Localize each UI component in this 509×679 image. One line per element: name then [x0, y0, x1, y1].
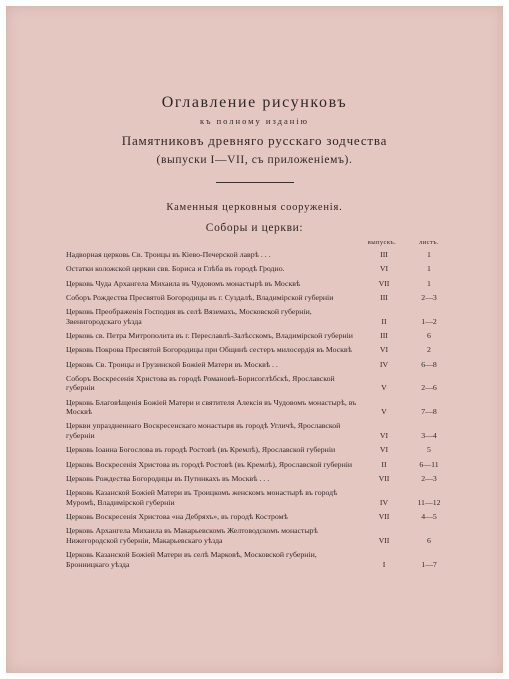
- book-page: [6, 6, 503, 673]
- toc-entry: [66, 345, 456, 355]
- entry-issue: I: [382, 559, 386, 569]
- toc-entry: [66, 293, 456, 303]
- toc-entry: [66, 445, 456, 455]
- page-subtitle: къ полному изданію: [199, 116, 310, 126]
- entry-issue: VI: [379, 430, 389, 440]
- toc-entry: [66, 331, 456, 341]
- entry-sheet: 1—2: [421, 316, 437, 326]
- entry-sheet: 3—4: [421, 430, 437, 440]
- entry-sheet: 4—5: [421, 511, 437, 521]
- entry-issue: VII: [378, 473, 390, 483]
- toc-entries: [66, 250, 456, 574]
- entry-sheet: 6: [427, 330, 431, 340]
- toc-entry: [66, 460, 456, 470]
- toc-entry: [66, 250, 456, 260]
- entry-text: Церкви упраздненнаго Воскресенскаго монастыря въ городѣ Угличѣ, Ярославской губерніи: [66, 421, 341, 440]
- entry-sheet: 2: [427, 345, 431, 355]
- toc-entry: [66, 360, 456, 370]
- entry-sheet: 1: [427, 264, 431, 274]
- entry-issue: II: [381, 316, 387, 326]
- entry-issue: VI: [379, 264, 389, 274]
- entry-text: Церковь Воскресенія Христова «на Дебряхъ», въ городѣ Костромѣ: [66, 511, 288, 521]
- page-title: Оглавление рисунковъ: [161, 94, 348, 111]
- toc-entry: [66, 307, 456, 326]
- entry-sheet: 2—3: [421, 292, 437, 302]
- entry-sheet: 1: [427, 250, 431, 259]
- entry-sheet: 1: [427, 278, 431, 288]
- toc-entry: [66, 264, 456, 274]
- toc-entry: [66, 279, 456, 289]
- entry-sheet: 6—8: [421, 359, 437, 369]
- entry-text: Соборъ Воскресенія Христова въ городѣ Романовѣ-Борисоглѣбскѣ, Ярославской губерніи: [66, 373, 335, 393]
- entry-issue: VII: [378, 535, 390, 545]
- column-header-sheet: листъ.: [419, 239, 439, 246]
- entry-sheet: 6—11: [419, 459, 439, 469]
- entry-issue: VII: [378, 511, 390, 521]
- entry-issue: III: [380, 330, 388, 340]
- entry-text: Церковь Іоанна Богослова въ городѣ Ростовѣ (въ Кремлѣ), Ярославской губерніи: [66, 445, 336, 455]
- toc-entry: [66, 474, 456, 484]
- entry-text: Надворная церковь Св. Троицы въ Кіево-Печерской лаврѣ . . .: [66, 250, 271, 259]
- entry-text: Церковь Благовѣщенія Божіей Матери и святителя Алексія въ Чудовомъ монастырѣ, въ Москвѣ: [66, 397, 357, 417]
- entry-text: Церковь Казанской Божіей Матери въ селѣ Марковѣ, Московской губерніи, Бронницкаго уѣзда: [66, 550, 317, 569]
- toc-entry: [66, 421, 456, 440]
- entry-issue: III: [380, 292, 388, 302]
- entry-text: Остатки коложской церкви свв. Бориса и Глѣба въ городѣ Гродно.: [66, 264, 285, 274]
- issues-note: (выпуски I—VII, съ приложеніемъ).: [156, 154, 353, 166]
- divider-rule: [216, 182, 294, 183]
- section-heading: Каменныя церковныя сооруженія.: [166, 202, 343, 213]
- toc-entry: [66, 488, 456, 507]
- toc-entry: [66, 512, 456, 522]
- entry-text: Церковь Преображенія Господня въ селѣ Вяземахъ, Московской губерніи, Звенигородскаго уѣзда: [66, 307, 312, 326]
- entry-sheet: 11—12: [417, 497, 441, 507]
- toc-entry: [66, 374, 456, 393]
- entry-issue: VI: [379, 445, 389, 455]
- entry-text: Церковь Казанской Божіей Матери въ Троицкомъ женскомъ монастырѣ въ городѣ Муромѣ, Владимірской губерніи: [66, 488, 338, 507]
- entry-sheet: 5: [427, 445, 431, 455]
- entry-issue: V: [381, 407, 387, 417]
- entry-issue: IV: [379, 497, 389, 507]
- entry-text: Соборъ Рождества Пресвятой Богородицы въ г. Суздалѣ, Владимірской губерніи: [66, 292, 334, 302]
- entry-sheet: 1—7: [421, 559, 437, 569]
- entry-issue: VI: [379, 345, 389, 355]
- entry-sheet: 6: [427, 535, 431, 545]
- toc-entry: [66, 526, 456, 545]
- entry-sheet: 2—6: [421, 383, 437, 393]
- entry-text: Церковь Покрова Пресвятой Богородицы при Общинѣ сестеръ милосердія въ Москвѣ: [66, 345, 352, 355]
- entry-text: Церковь св. Петра Митрополита въ г. Переславлѣ-Залѣсскомъ, Владимірской губерніи: [66, 330, 353, 340]
- entry-text: Церковь Архангела Михаила въ Макарьевскомъ Желтоводскомъ монастырѣ Нижегородской губерніи, Макарьевскаго уѣзда: [66, 526, 318, 545]
- entry-issue: IV: [379, 359, 389, 369]
- entry-sheet: 2—3: [421, 473, 437, 483]
- entry-text: Церковь Чуда Архангела Михаила въ Чудовомъ монастырѣ въ Москвѣ: [66, 278, 301, 288]
- entry-text: Церковь Воскресенія Христова въ городѣ Ростовѣ (въ Кремлѣ), Ярославской губерніи: [66, 459, 353, 469]
- toc-entry: [66, 398, 456, 417]
- subsection-heading: Соборы и церкви:: [205, 222, 304, 234]
- entry-issue: V: [381, 383, 387, 393]
- entry-text: Церковь Рождества Богородицы въ Путинкахъ въ Москвѣ . . .: [66, 473, 270, 483]
- work-title: Памятниковъ древняго русскаго зодчества: [121, 133, 388, 148]
- column-header-issue: выпускъ.: [367, 239, 397, 246]
- entry-sheet: 7—8: [421, 407, 437, 417]
- entry-issue: VII: [378, 278, 390, 288]
- toc-entry: [66, 550, 456, 569]
- entry-issue: III: [380, 250, 388, 259]
- entry-issue: II: [381, 459, 387, 469]
- entry-text: Церковь Св. Троицы и Грузинской Божіей Матери въ Москвѣ . .: [66, 359, 278, 369]
